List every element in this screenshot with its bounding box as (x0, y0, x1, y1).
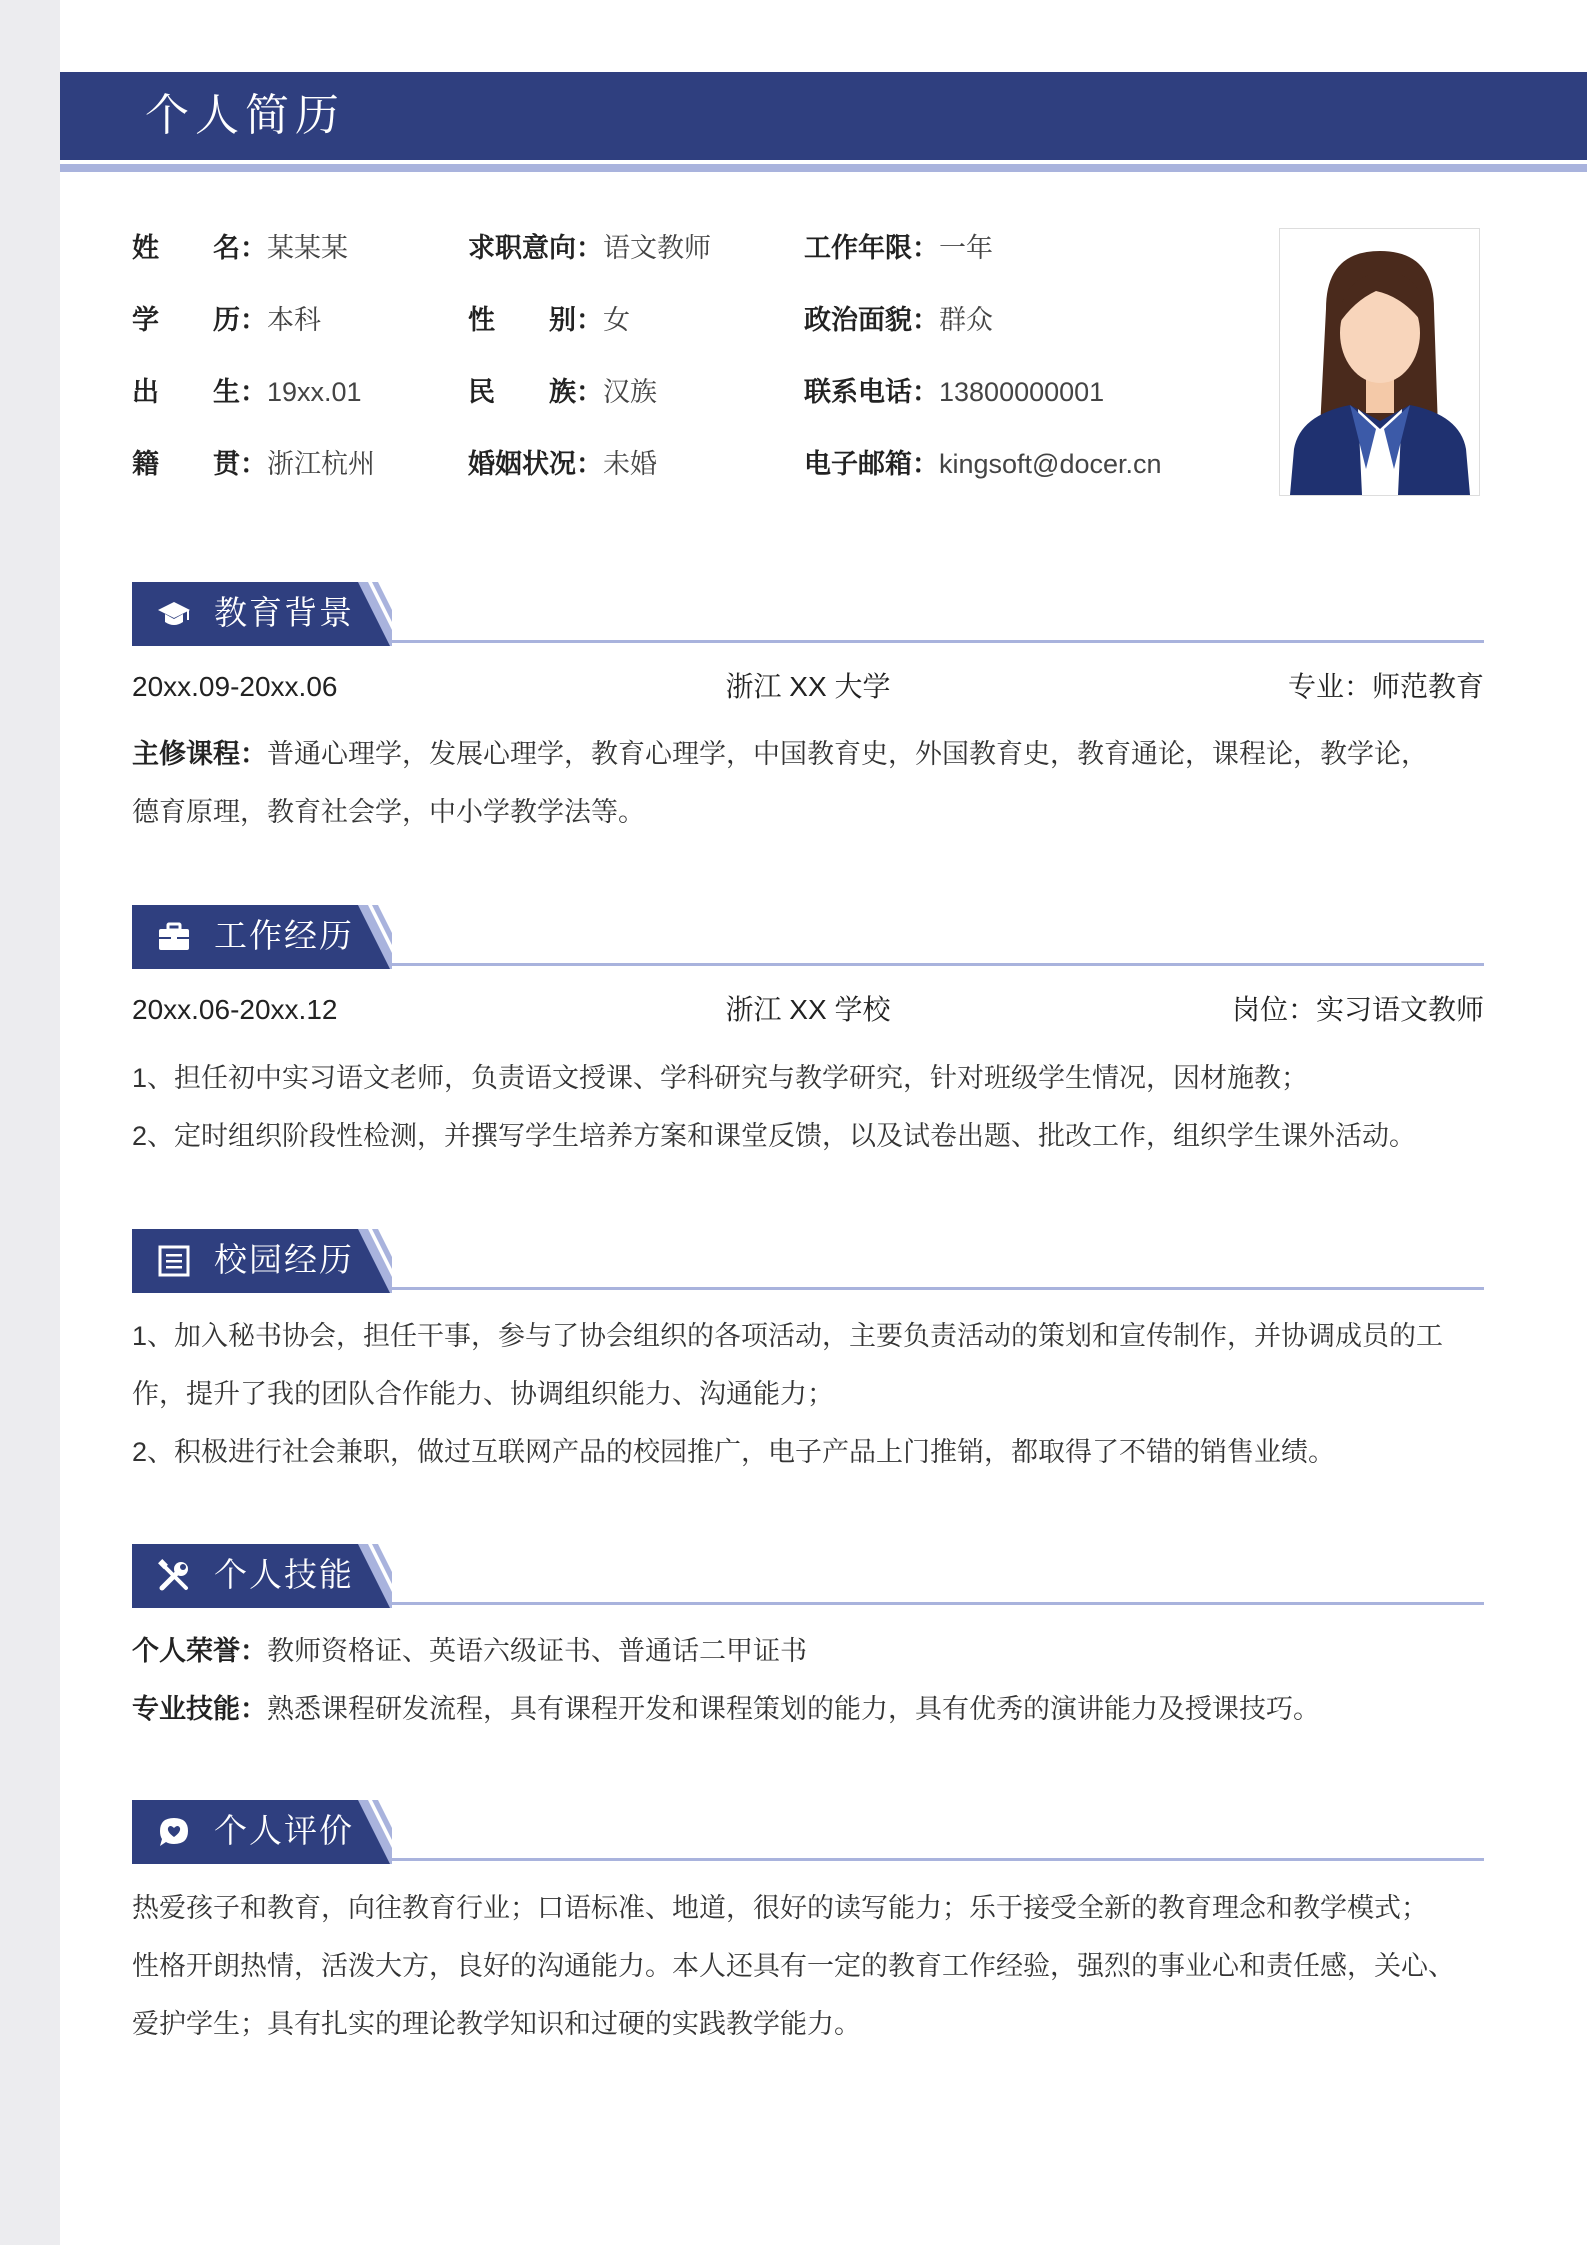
tools-icon (156, 1558, 192, 1594)
section-title: 工作经历 (214, 917, 354, 954)
education-courses-line1 (132, 725, 1484, 783)
info-label: 出 生： (132, 377, 267, 407)
info-label: 性 别： (468, 305, 603, 335)
page-title: 个人简历 (145, 91, 345, 140)
info-value: 19xx.01 (267, 377, 362, 407)
evaluation-line2: 性格开朗热情，活泼大方，良好的沟通能力。本人还具有一定的教育工作经验，强烈的事业心和责任感，关心、 (132, 1951, 1455, 1981)
section-rule (392, 1287, 1484, 1290)
info-political (804, 300, 993, 340)
info-label: 电子邮箱： (804, 449, 939, 479)
info-value: 本科 (267, 305, 321, 335)
briefcase-icon (156, 919, 192, 955)
info-label: 工作年限： (804, 233, 939, 263)
work-duty-line2: 2、定时组织阶段性检测，并撰写学生培养方案和课堂反馈，以及试卷出题、批改工作，组织学生课外活动。 (132, 1121, 1417, 1151)
info-value: 语文教师 (603, 233, 711, 263)
section-skills-header (132, 1544, 1484, 1608)
skills-professional (132, 1680, 1484, 1738)
info-value: kingsoft@docer.cn (939, 449, 1162, 479)
info-label: 政治面貌： (804, 305, 939, 335)
campus-line3: 2、积极进行社会兼职，做过互联网产品的校园推广，电子产品上门推销，都取得了不错的销售业绩。 (132, 1437, 1336, 1467)
info-gender (468, 300, 630, 340)
section-title: 校园经历 (214, 1241, 354, 1278)
title-underline (60, 164, 1587, 172)
section-title: 个人评价 (214, 1812, 354, 1849)
work-position: 岗位：实习语文教师 (1231, 994, 1484, 1025)
resume-page (60, 0, 1587, 2245)
avatar (1279, 228, 1480, 496)
info-phone (804, 372, 1104, 412)
info-value: 浙江杭州 (267, 449, 375, 479)
section-rule (392, 640, 1484, 643)
skills-text: 熟悉课程研发流程，具有课程开发和课程策划的能力，具有优秀的演讲能力及授课技巧。 (267, 1694, 1320, 1724)
graduation-cap-icon (156, 596, 192, 632)
education-courses-line2: 德育原理，教育社会学，中小学教学法等。 (132, 797, 645, 827)
section-rule (392, 1602, 1484, 1605)
education-major: 专业：师范教育 (1287, 671, 1484, 702)
list-icon (156, 1243, 192, 1279)
info-email (804, 444, 1162, 484)
section-evaluation-header (132, 1800, 1484, 1864)
skills-honors (132, 1622, 1484, 1680)
honors-label: 个人荣誉： (132, 1636, 267, 1666)
info-value: 汉族 (603, 377, 657, 407)
section-title: 个人技能 (214, 1556, 354, 1593)
chat-bubble-icon (156, 1814, 192, 1850)
info-work-years (804, 228, 993, 268)
skills-label: 专业技能： (132, 1694, 267, 1724)
title-banner (60, 72, 1587, 160)
info-label: 姓 名： (132, 233, 267, 263)
info-label: 求职意向： (468, 233, 603, 263)
education-school: 浙江 XX 大学 (725, 671, 891, 702)
info-value: 某某某 (267, 233, 348, 263)
work-period: 20xx.06-20xx.12 (132, 994, 338, 1025)
section-education-header (132, 582, 1484, 646)
honors-text: 教师资格证、英语六级证书、普通话二甲证书 (267, 1636, 807, 1666)
info-label: 联系电话： (804, 377, 939, 407)
work-company: 浙江 XX 学校 (725, 994, 891, 1025)
campus-line1: 1、加入秘书协会，担任干事，参与了协会组织的各项活动，主要负责活动的策划和宣传制作，并协调成员的工 (132, 1321, 1444, 1351)
work-summary-row (132, 988, 1484, 1032)
section-rule (392, 1858, 1484, 1861)
work-duty-line1: 1、担任初中实习语文老师，负责语文授课、学科研究与教学研究，针对班级学生情况，因材施教； (132, 1063, 1309, 1093)
education-summary-row (132, 665, 1484, 709)
info-value: 群众 (939, 305, 993, 335)
info-education (132, 300, 321, 340)
courses-label: 主修课程： (132, 739, 267, 769)
avatar-illustration (1280, 229, 1479, 495)
info-label: 学 历： (132, 305, 267, 335)
info-marital (468, 444, 657, 484)
section-work-header (132, 905, 1484, 969)
evaluation-line3: 爱护学生；具有扎实的理论教学知识和过硬的实践教学能力。 (132, 2009, 861, 2039)
info-value: 女 (603, 305, 630, 335)
info-hometown (132, 444, 375, 484)
info-label: 籍 贯： (132, 449, 267, 479)
education-period: 20xx.09-20xx.06 (132, 671, 338, 702)
courses-text: 普通心理学，发展心理学，教育心理学，中国教育史，外国教育史，教育通论，课程论，教学论， (267, 739, 1428, 769)
section-rule (392, 963, 1484, 966)
info-label: 民 族： (468, 377, 603, 407)
info-birth (132, 372, 362, 412)
info-value: 13800000001 (939, 377, 1105, 407)
campus-line2: 作，提升了我的团队合作能力、协调组织能力、沟通能力； (132, 1379, 834, 1409)
info-value: 一年 (939, 233, 993, 263)
evaluation-line1: 热爱孩子和教育，向往教育行业；口语标准、地道，很好的读写能力；乐于接受全新的教育理念和教学模式； (132, 1893, 1428, 1923)
section-campus-header (132, 1229, 1484, 1293)
info-ethnicity (468, 372, 657, 412)
section-title: 教育背景 (214, 594, 354, 631)
info-value: 未婚 (603, 449, 657, 479)
info-label: 婚姻状况： (468, 449, 603, 479)
info-job-intent (468, 228, 711, 268)
info-name (132, 228, 348, 268)
